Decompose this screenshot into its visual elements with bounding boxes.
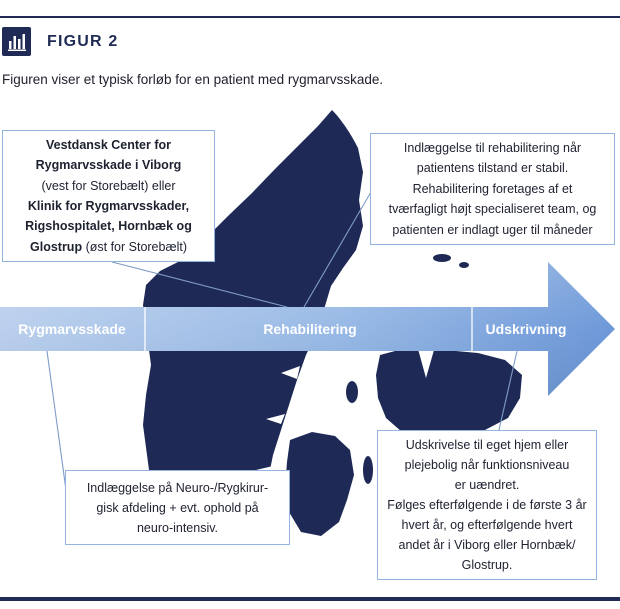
- box-line: (vest for Storebælt) eller: [41, 178, 176, 193]
- box-line: plejebolig når funktionsniveau: [404, 458, 570, 472]
- stage-label-discharge: Udskrivning: [485, 321, 567, 337]
- connector-line-admission: [47, 351, 66, 490]
- box-line: hvert år, og efterfølgende hvert: [401, 518, 573, 532]
- box-line-regular-part: (øst for Storebælt): [85, 239, 187, 254]
- island: [459, 262, 469, 268]
- box-line: gisk afdeling + evt. ophold på: [96, 500, 259, 515]
- box-line: Indlæggelse på Neuro-/Rygkirur-: [86, 480, 269, 495]
- box-line: patienten er indlagt uger til måneder: [392, 222, 593, 237]
- island: [433, 254, 451, 262]
- box-line: Vestdansk Center for: [45, 137, 172, 152]
- bottom-rule: [0, 597, 620, 601]
- box-line: Udskrivelse til eget hjem eller: [405, 438, 569, 452]
- box-line: er uændret.: [454, 478, 520, 492]
- rehabilitation-box: [370, 133, 615, 245]
- box-line: Rygmarvsskade i Viborg: [35, 158, 182, 173]
- box-line-bold-part: Glostrup: [30, 239, 83, 254]
- discharge-box: [377, 430, 597, 580]
- box-line: andet år i Viborg eller Hornbæk/: [398, 538, 576, 552]
- box-line: Klinik for Rygmarvsskader,: [27, 199, 190, 213]
- figure-caption: Figuren viser et typisk forløb for en patient med rygmarvsskade.: [2, 72, 384, 87]
- stage-label-rehabilitation: Rehabilitering: [263, 321, 357, 337]
- box-line: Følges efterfølgende i de første 3 år: [387, 498, 587, 512]
- island: [346, 381, 358, 403]
- island: [363, 456, 373, 484]
- funen-landmass: [285, 432, 354, 536]
- box-line: neuro-intensiv.: [136, 520, 219, 535]
- box-line: [30, 237, 187, 257]
- box-line: Rigshospitalet, Hornbæk og: [25, 219, 192, 234]
- box-line: tværfagligt højt specialiseret team, og: [388, 202, 597, 217]
- figure-title: FIGUR 2: [47, 33, 119, 50]
- box-line: Indlæggelse til rehabilitering når: [403, 140, 582, 155]
- box-line: Glostrup.: [461, 558, 513, 572]
- treatment-centers-box: [2, 130, 215, 262]
- stage-label-injury: Rygmarvsskade: [18, 321, 126, 337]
- box-line: patientens tilstand er stabil.: [416, 161, 569, 176]
- box-line: Rehabilitering foretages af et: [412, 181, 573, 196]
- admission-box: [65, 470, 290, 545]
